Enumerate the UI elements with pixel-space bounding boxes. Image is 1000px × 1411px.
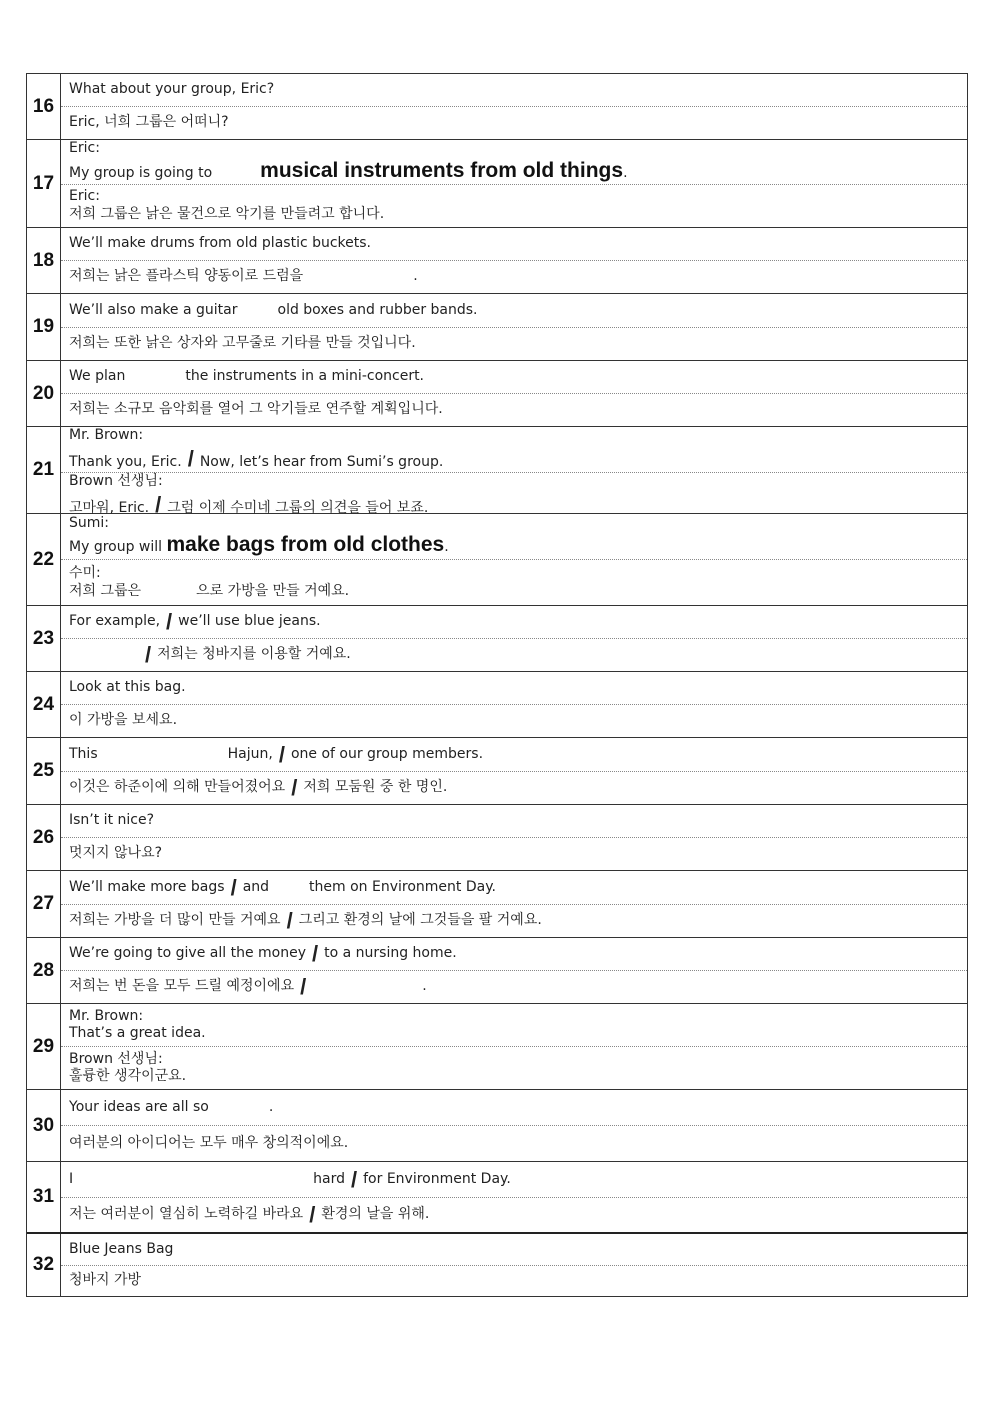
sentence-text: hard	[313, 1170, 345, 1187]
korean-sentence	[61, 1198, 967, 1233]
speaker-label: Eric:	[69, 188, 100, 205]
slash-divider: /	[309, 1202, 316, 1227]
sentence-text: I	[69, 1170, 74, 1187]
korean-sentence	[61, 261, 967, 293]
sentence-text: to a nursing home.	[324, 945, 457, 962]
korean-sentence	[61, 971, 967, 1003]
sentence-text: 저희 모둠원 중 한 명인.	[303, 779, 448, 795]
korean-sentence	[61, 185, 967, 227]
sentence-end: .	[444, 539, 449, 556]
row-number: 17	[27, 140, 61, 227]
table-row	[27, 606, 967, 672]
sentence-text: 이것은 하준이에 의해 만들어졌어요	[69, 779, 286, 795]
slash-divider: /	[351, 1166, 358, 1192]
answer-text: make bags from old clothes	[166, 533, 445, 557]
sentence-text: and	[242, 878, 270, 895]
speaker-label: Brown 선생님:	[69, 473, 163, 489]
row-number: 30	[27, 1090, 61, 1161]
english-sentence	[61, 871, 967, 905]
sentence-text: them on Environment Day.	[309, 878, 496, 895]
sentence-text: 환경의 날을 위해.	[321, 1206, 430, 1222]
sentence-text: old boxes and rubber bands.	[277, 301, 478, 318]
table-row	[27, 361, 967, 427]
sentence-text: For example,	[69, 613, 161, 630]
row-number: 31	[27, 1162, 61, 1232]
table-row	[27, 1090, 967, 1162]
row-number: 32	[27, 1234, 61, 1296]
korean-sentence	[61, 1047, 967, 1089]
row-number: 24	[27, 672, 61, 737]
slash-divider: /	[312, 941, 319, 967]
speaker-label: Brown 선생님:	[69, 1050, 163, 1067]
korean-sentence: Eric, 너희 그룹은 어떠니?	[69, 114, 229, 131]
english-sentence: Isn’t it nice?	[61, 805, 967, 838]
english-sentence	[61, 738, 967, 772]
slash-divider: /	[155, 491, 162, 517]
english-sentence	[61, 427, 967, 473]
slash-divider: /	[286, 908, 293, 933]
sentence-end: .	[413, 268, 418, 285]
table-row	[27, 427, 967, 517]
sentence-text: Hajun,	[227, 745, 273, 762]
sentence-text: We’ll make more bags	[69, 878, 225, 895]
row-number: 25	[27, 738, 61, 804]
sentence-text: 저희는 번 돈을 모두 드릴 예정이에요	[69, 978, 295, 995]
row-number: 21	[27, 427, 61, 513]
sentence-text: 저희는 낡은 플라스틱 양동이로 드럼을	[69, 268, 304, 285]
slash-divider: /	[278, 741, 285, 767]
table-row	[27, 1004, 967, 1090]
sentence-text: Thank you, Eric.	[69, 453, 182, 470]
slash-divider: /	[187, 445, 194, 471]
english-sentence: Blue Jeans Bag	[61, 1234, 967, 1266]
answer-text: musical instruments from old things	[260, 158, 624, 182]
table-row	[27, 294, 967, 361]
row-number: 23	[27, 606, 61, 671]
english-sentence	[61, 606, 967, 639]
table-row	[27, 1162, 967, 1234]
table-row	[27, 1234, 967, 1296]
table-row	[27, 228, 967, 294]
slash-divider: /	[230, 874, 237, 900]
sentence-text: one of our group members.	[290, 745, 484, 762]
english-sentence	[61, 514, 967, 560]
english-sentence: What about your group, Eric?	[61, 74, 967, 107]
sentence-text: 으로 가방을 만들 거예요.	[196, 582, 350, 599]
sentence-end: .	[623, 164, 628, 181]
sentence-text: we’ll use blue jeans.	[178, 613, 321, 630]
sentence-text: We’ll also make a guitar	[69, 301, 238, 318]
table-row	[27, 938, 967, 1004]
table-row	[27, 514, 967, 606]
slash-divider: /	[166, 609, 173, 635]
korean-sentence: 여러분의 아이디어는 모두 매우 창의적이에요.	[69, 1134, 349, 1151]
sentence-text: We plan	[69, 368, 126, 385]
speaker-label: Eric:	[69, 140, 100, 156]
korean-sentence: 저희는 또한 낡은 상자와 고무줄로 기타를 만들 것입니다.	[69, 335, 416, 351]
sentence-text: 그럼 이제 수미네 그룹의 의견을 들어 보죠.	[167, 499, 429, 516]
english-sentence	[61, 938, 967, 971]
english-sentence	[61, 140, 967, 185]
korean-sentence	[61, 639, 967, 671]
row-number: 22	[27, 514, 61, 605]
sentence-text: Now, let’s hear from Sumi’s group.	[199, 453, 444, 470]
sentence-text: 저희는 가방을 더 많이 만들 거예요	[69, 912, 281, 928]
english-sentence: We’ll make drums from old plastic buckets.	[61, 228, 967, 261]
row-number: 28	[27, 938, 61, 1003]
sentence-text: We’re going to give all the money	[69, 945, 306, 962]
sentence-text: My group will	[69, 539, 163, 556]
english-sentence	[61, 361, 967, 394]
speaker-label: Mr. Brown:	[69, 1007, 144, 1024]
table-row	[27, 805, 967, 871]
english-sentence	[61, 1090, 967, 1126]
english-sentence	[61, 1004, 967, 1047]
sentence-text: 그리고 환경의 날에 그것들을 팔 거예요.	[298, 912, 542, 928]
korean-sentence: 이 가방을 보세요.	[69, 712, 178, 729]
slash-divider: /	[300, 974, 307, 1000]
row-number: 27	[27, 871, 61, 937]
speaker-label: 수미:	[69, 565, 101, 581]
korean-sentence	[61, 905, 967, 938]
english-sentence	[61, 294, 967, 328]
english-sentence: Look at this bag.	[61, 672, 967, 705]
row-number: 26	[27, 805, 61, 870]
korean-sentence: 저희는 소규모 음악회를 열어 그 악기들로 연주할 계획입니다.	[69, 401, 443, 418]
sentence-text: My group is going to	[69, 164, 213, 181]
speaker-label: Sumi:	[69, 514, 110, 531]
korean-sentence: 멋지지 않나요?	[69, 845, 163, 862]
sentence-text: 저희 그룹은	[69, 582, 142, 599]
row-number: 29	[27, 1004, 61, 1089]
row-number: 19	[27, 294, 61, 360]
table-row	[27, 738, 967, 805]
worksheet-table	[26, 73, 968, 1297]
table-row	[27, 74, 967, 140]
sentence-end: .	[422, 978, 427, 995]
slash-divider: /	[291, 775, 298, 800]
korean-sentence: 청바지 가방	[69, 1272, 142, 1288]
sentence-text: the instruments in a mini-concert.	[185, 368, 425, 385]
table-row	[27, 871, 967, 938]
slash-divider: /	[145, 642, 152, 668]
table-row	[27, 672, 967, 738]
sentence-text: 저희 그룹은 낡은 물건으로 악기를 만들려고 합니다.	[69, 205, 385, 222]
table-row	[27, 140, 967, 228]
sentence-text: for Environment Day.	[363, 1170, 511, 1187]
sentence-text: Your ideas are all so	[69, 1098, 209, 1115]
korean-sentence	[61, 560, 967, 605]
sentence-text: 고마워, Eric.	[69, 499, 150, 516]
row-number: 18	[27, 228, 61, 293]
sentence-text: 훌륭한 생각이군요.	[69, 1068, 187, 1084]
korean-sentence	[61, 772, 967, 805]
sentence-text: 저희는 청바지를 이용할 거예요.	[157, 646, 351, 663]
speaker-label: Mr. Brown:	[69, 427, 144, 443]
english-sentence	[61, 1162, 967, 1198]
sentence-text: This	[69, 745, 98, 762]
sentence-text: That’s a great idea.	[69, 1025, 206, 1041]
row-number: 20	[27, 361, 61, 426]
korean-sentence	[61, 473, 967, 518]
row-number: 16	[27, 74, 61, 139]
sentence-end: .	[268, 1098, 274, 1115]
sentence-text: 저는 여러분이 열심히 노력하길 바라요	[69, 1206, 304, 1222]
